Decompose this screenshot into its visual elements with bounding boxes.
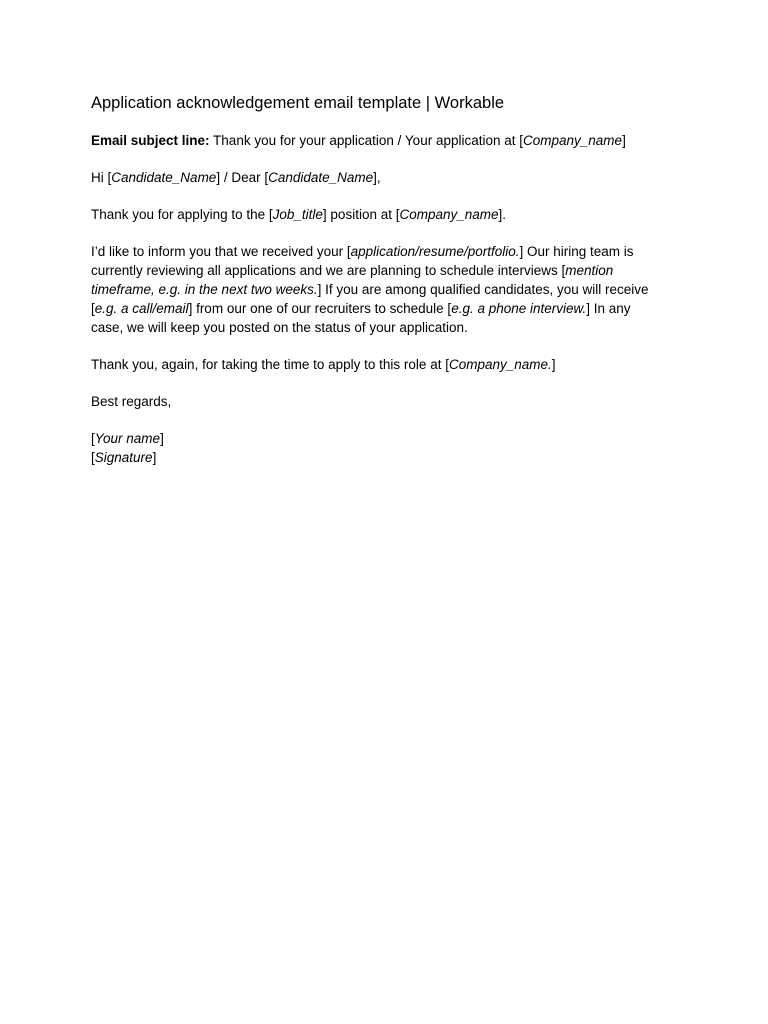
bracket: [ — [91, 450, 95, 465]
bracket: ] — [152, 450, 157, 465]
thanks-text: ] — [551, 357, 556, 372]
body-placeholder: e.g. a phone interview. — [451, 301, 587, 316]
subject-line — [91, 131, 691, 150]
subject-placeholder: Company_name — [523, 133, 623, 148]
body-placeholder: application/resume/portfolio. — [350, 244, 520, 259]
body-text: ] from our one of our recruiters to schedule [ — [188, 301, 452, 316]
signature-name-line — [91, 429, 691, 448]
thanks-paragraph — [91, 355, 691, 374]
body-text: ] Our hiring team is currently reviewing all applications and we are planning to schedule interviews [ — [91, 244, 634, 278]
signature-line — [91, 448, 691, 467]
body-placeholder: e.g. a call/email — [94, 301, 189, 316]
intro-placeholder: Job_title — [272, 207, 323, 222]
intro-placeholder: Company_name — [399, 207, 499, 222]
subject-close: ] — [622, 133, 626, 148]
bracket: [ — [91, 431, 95, 446]
intro-text: ] position at [ — [322, 207, 400, 222]
bracket: ] — [160, 431, 164, 446]
greeting-placeholder: Candidate_Name — [111, 170, 217, 185]
thanks-placeholder: Company_name. — [448, 357, 552, 372]
greeting-placeholder: Candidate_Name — [268, 170, 374, 185]
body-paragraph — [91, 242, 663, 337]
greeting-line — [91, 168, 691, 187]
document-title: Application acknowledgement email template | Workable — [91, 94, 505, 112]
greeting-text: Hi [ — [91, 170, 112, 185]
body-placeholder: mention timeframe, e.g. in the next two weeks. — [91, 263, 614, 297]
greeting-text: ] / Dear [ — [216, 170, 269, 185]
closing-line: Best regards, — [91, 394, 172, 409]
intro-text: ]. — [498, 207, 507, 222]
subject-label: Email subject line: — [91, 133, 210, 148]
greeting-text: ], — [373, 170, 381, 185]
document-content — [91, 92, 691, 467]
body-text: I’d like to inform you that we received your [ — [91, 244, 351, 259]
intro-paragraph — [91, 205, 691, 224]
body-text: ] If you are among qualified candidates, you will receive [ — [91, 282, 649, 316]
thanks-text: Thank you, again, for taking the time to apply to this role at [ — [91, 357, 449, 372]
subject-text: Thank you for your application / Your application at [ — [209, 133, 523, 148]
your-name-placeholder: Your name — [94, 431, 161, 446]
signature-placeholder: Signature — [94, 450, 153, 465]
body-text: ] In any case, we will keep you posted on the status of your application. — [91, 301, 631, 335]
intro-text: Thank you for applying to the [ — [91, 207, 273, 222]
